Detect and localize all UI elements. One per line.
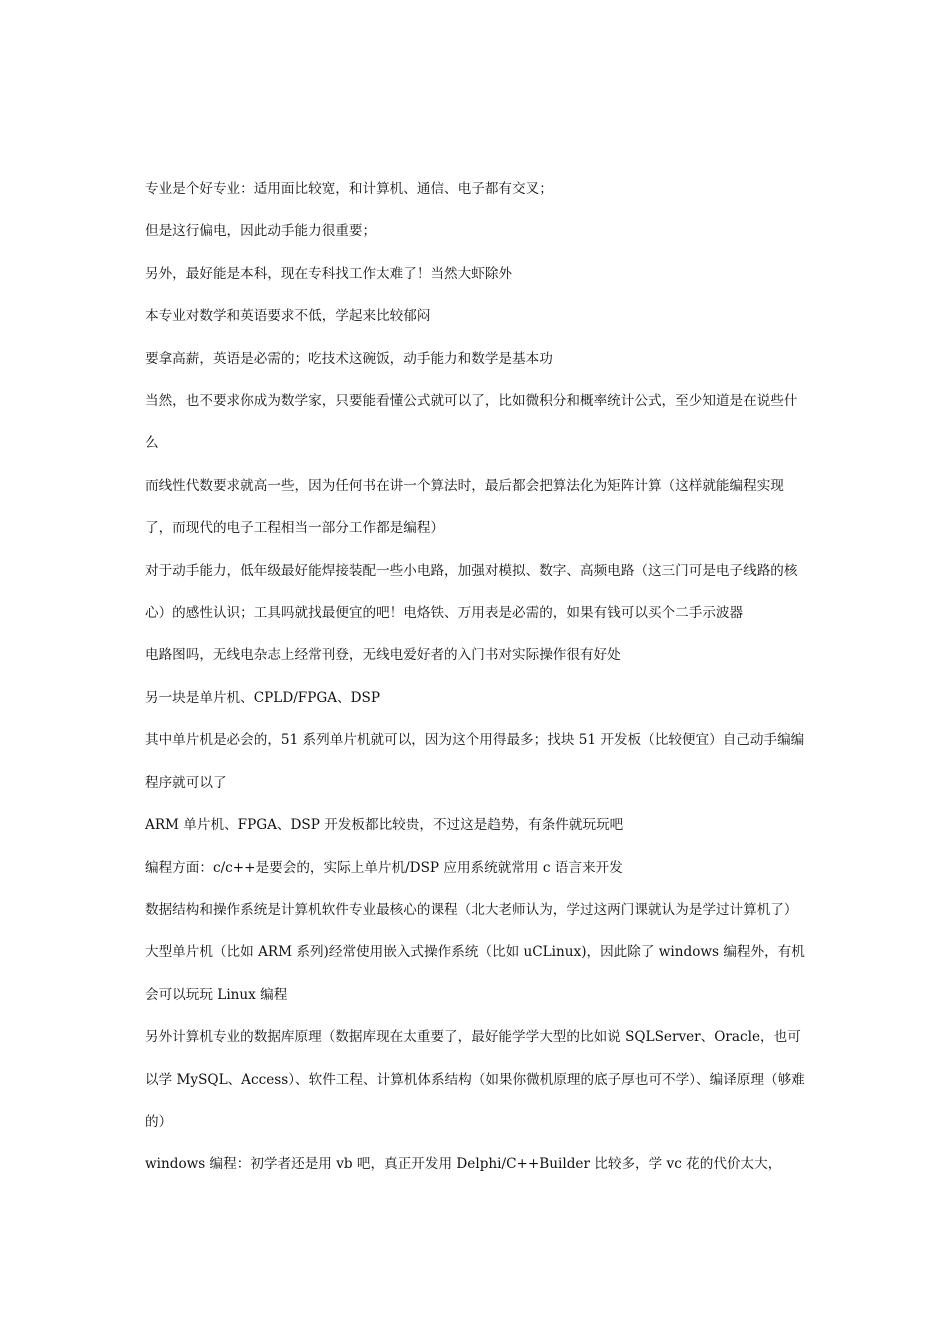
paragraph: 当然，也不要求你成为数学家，只要能看懂公式就可以了，比如微积分和概率统计公式，至少知道是在说些什么 bbox=[145, 393, 798, 452]
paragraph: 数据结构和操作系统是计算机软件专业最核心的课程（北大老师认为，学过这两门课就认为是学过计算机了） bbox=[145, 901, 798, 918]
paragraph: 电路图吗，无线电杂志上经常刊登，无线电爱好者的入门书对实际操作很有好处 bbox=[145, 647, 621, 664]
paragraph: 其中单片机是必会的，51 系列单片机就可以，因为这个用得最多；找块 51 开发板（比较便宜）自己动手编编程序就可以了 bbox=[145, 732, 805, 791]
paragraph: 另外，最好能是本科，现在专科找工作太难了！当然大虾除外 bbox=[145, 265, 513, 282]
paragraph: 对于动手能力，低年级最好能焊接装配一些小电路，加强对模拟、数字、高频电路（这三门可是电子线路的核心）的感性认识；工具吗就找最便宜的吧！电烙铁、万用表是必需的，如果有钱可以买个二手示波器 bbox=[145, 562, 798, 622]
paragraph: ARM 单片机、FPGA、DSP 开发板都比较贵，不过这是趋势，有条件就玩玩吧 bbox=[145, 817, 624, 834]
paragraph: 专业是个好专业：适用面比较宽，和计算机、通信、电子都有交叉； bbox=[145, 181, 553, 197]
paragraph: 本专业对数学和英语要求不低，学起来比较郁闷 bbox=[145, 308, 431, 325]
paragraph: 大型单片机（比如 ARM 系列)经常使用嵌入式操作系统（比如 uCLinux)，因此除了 windows 编程外，有机会可以玩玩 Linux 编程 bbox=[145, 944, 805, 1003]
document-body bbox=[145, 168, 809, 1186]
paragraph: 另一块是单片机、CPLD/FPGA、DSP bbox=[145, 689, 381, 706]
paragraph: 编程方面：c/c++是要会的，实际上单片机/DSP 应用系统就常用 c 语言来开发 bbox=[145, 859, 623, 876]
paragraph: 而线性代数要求就高一些，因为任何书在讲一个算法时，最后都会把算法化为矩阵计算（这样就能编程实现了，而现代的电子工程相当一部分工作都是编程） bbox=[145, 477, 784, 537]
paragraph: windows 编程：初学者还是用 vb 吧，真正开发用 Delphi/C++Builder 比较多，学 vc 花的代价太大， bbox=[145, 1156, 782, 1173]
paragraph: 要拿高薪，英语是必需的；吃技术这碗饭，动手能力和数学是基本功 bbox=[145, 350, 553, 367]
paragraph: 另外计算机专业的数据库原理（数据库现在太重要了，最好能学学大型的比如说 SQLServer、Oracle，也可以学 MySQL、Access）、软件工程、计算机体系结构（如果你微机原理的底子厚也可不学）、编译原理（够难的） bbox=[145, 1029, 805, 1130]
paragraph: 但是这行偏电，因此动手能力很重要； bbox=[145, 223, 377, 240]
